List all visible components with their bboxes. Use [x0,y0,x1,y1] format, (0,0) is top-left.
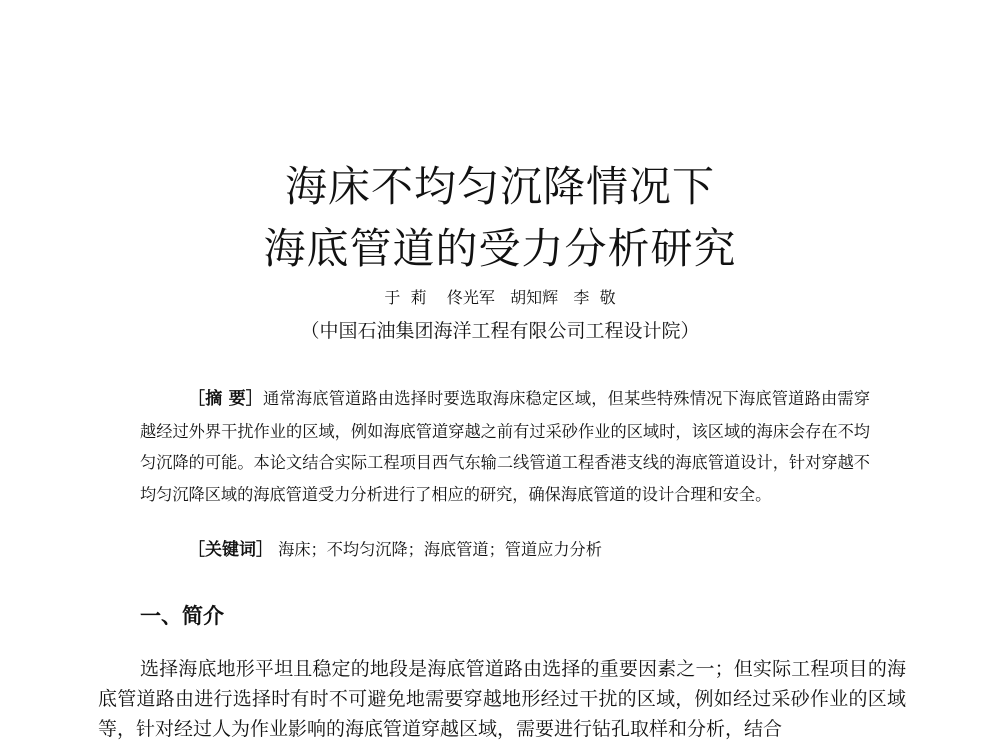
section-body [98,654,906,744]
author-affiliation: （中国石油集团海洋工程有限公司工程设计院） [300,320,700,342]
keywords-label: ［关键词］ [188,540,273,560]
section-heading: 一、简介 [140,604,224,628]
author-list: 于 莉 佟光军 胡知辉 李 敬 [384,288,616,307]
abstract-text: 通常海底管道路由选择时要选取海床稳定区域，但某些特殊情况下海底管道路由需穿越经过外界干扰作业的区域，例如海底管道穿越之前有过采砂作业的区域时，该区域的海床会存在不均匀沉降的可能。本论文结合实际工程项目西气东输二线管道工程香港支线的海底管道设计，针对穿越不均匀沉降区域的海底管道受力分析进行了相应的研究，确保海底管道的设计合理和安全。 [140,389,871,504]
paper-title-line-1: 海床不均匀沉降情况下 [284,162,715,211]
abstract-block [140,383,870,510]
abstract-label: ［摘 要］ [188,389,264,409]
keywords-text: 海床；不均匀沉降；海底管道；管道应力分析 [278,540,602,559]
abstract-paragraph [140,383,870,510]
keywords-line [140,534,870,567]
paper-title-line-2: 海底管道的受力分析研究 [263,224,737,273]
body-paragraph: 选择海底地形平坦且稳定的地段是海底管道路由选择的重要因素之一；但实际工程项目的海底管道路由进行选择时有时不可避免地需要穿越地形经过干扰的区域，例如经过采砂作业的区域等，针对经过人为作业影响的海底管道穿越区域，需要进行钻孔取样和分析，结合 [98,658,906,740]
